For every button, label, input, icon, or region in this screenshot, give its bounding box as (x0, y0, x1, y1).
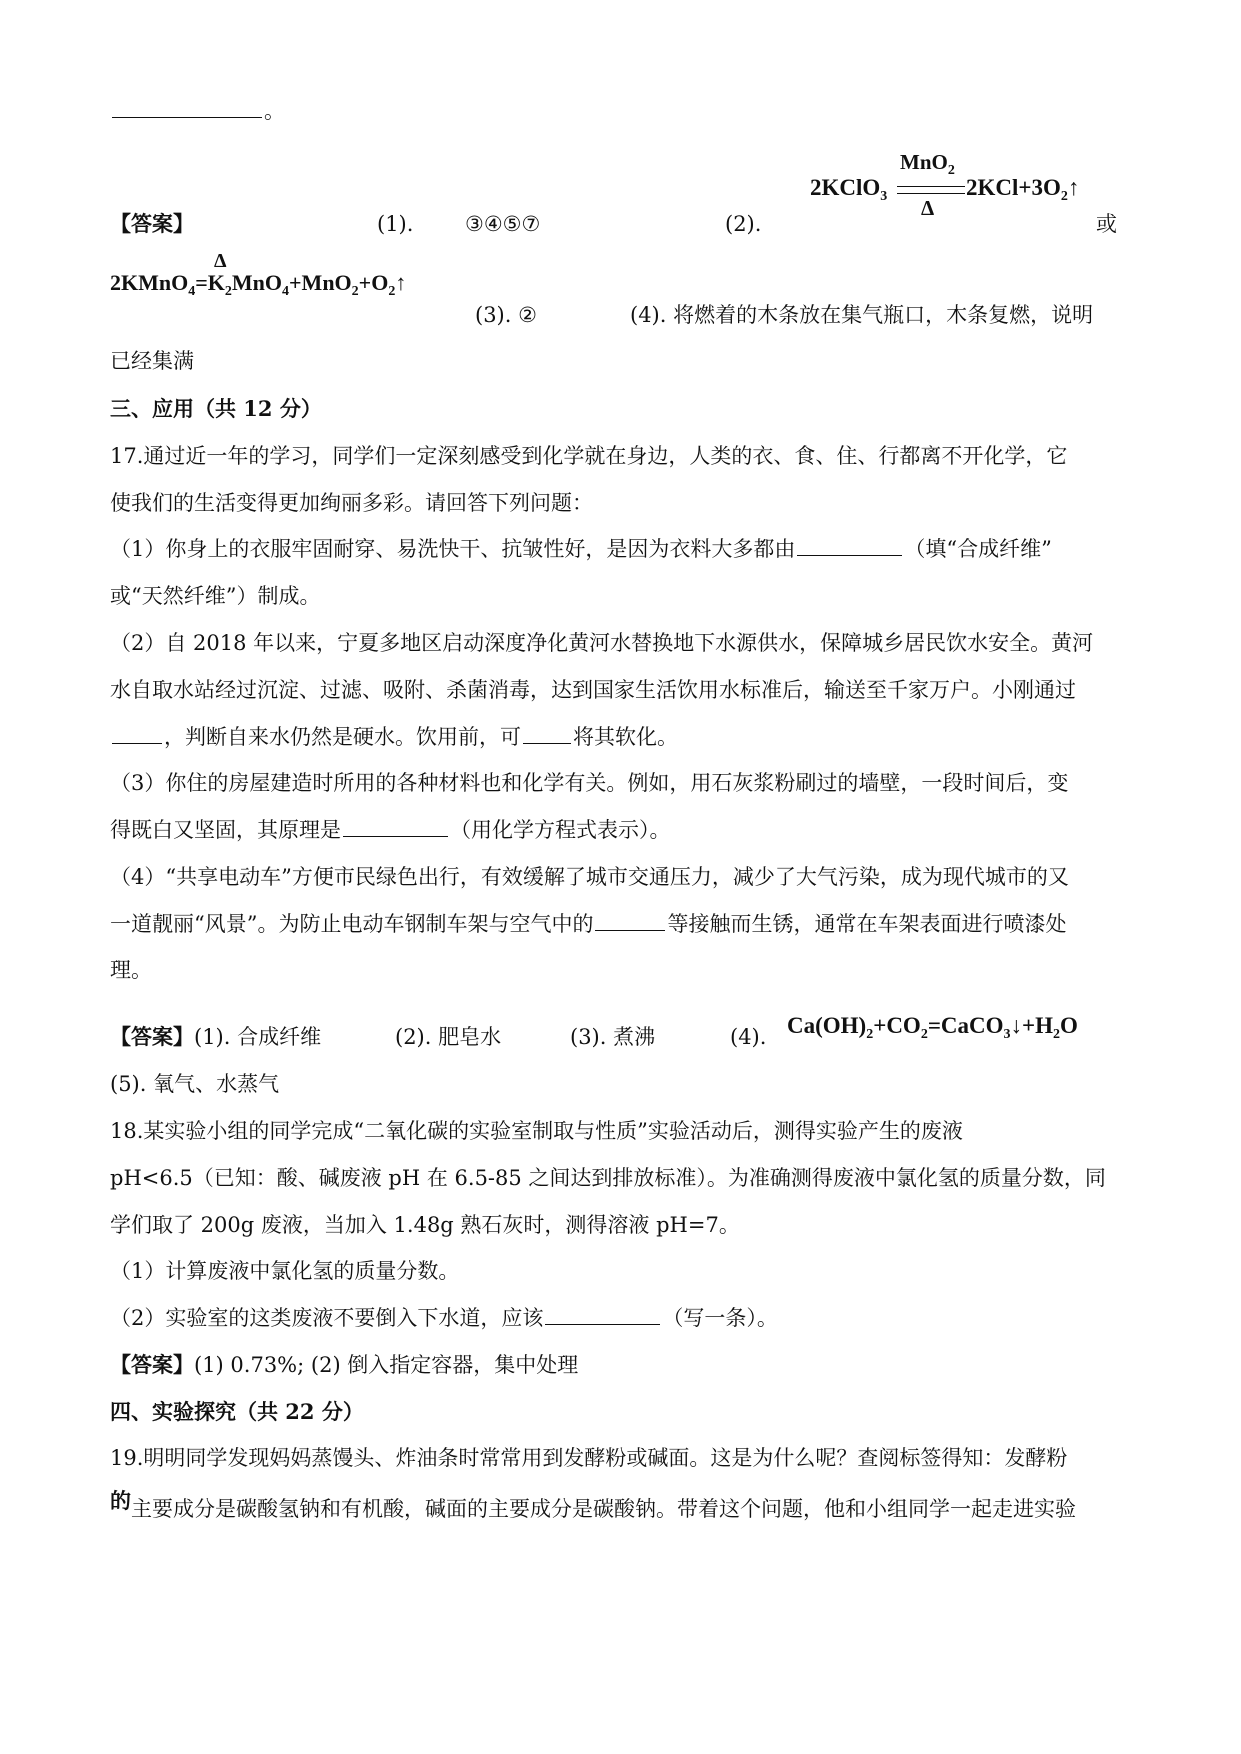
answer-item-2: (2). (725, 212, 762, 236)
heat-symbol: Δ (921, 196, 935, 220)
q17-sub-4: （4）“共享电动车”方便市民绿色出行，有效缓解了城市交通压力，减少了大气污染，成为现代城市的又 (110, 865, 1069, 889)
q19-line-2: 的主要成分是碳酸氢钠和有机酸，碱面的主要成分是碳酸钠。带着这个问题，他和小组同学一起走进实验 (110, 1488, 1076, 1521)
q17-sub-2: （2）自 2018 年以来，宁夏多地区启动深度净化黄河水替换地下水源供水，保障城乡居民饮水安全。黄河 (110, 631, 1094, 655)
q17-sub-2-cont-2: ，判断自来水仍然是硬水。饮用前，可 将其软化。 (110, 722, 678, 752)
answer-blank (523, 723, 571, 744)
heat-symbol-2: Δ (214, 250, 227, 272)
q17-sub-4-cont-2: 理。 (110, 958, 152, 982)
q17-answer-3: (3). 煮沸 (570, 1025, 656, 1049)
q17-sub-2-cont: 水自取水站经过沉淀、过滤、吸附、杀菌消毒，达到国家生活饮用水标准后，输送至千家万户。小刚通过 (110, 678, 1076, 702)
q17-sub-1-cont: 或“天然纤维”）制成。 (110, 584, 321, 608)
precipitate-down-arrow-icon: ↓ (1010, 1013, 1023, 1038)
equation-kclo3: 2KClO$_3$ (810, 175, 888, 204)
or-label: 或 (1096, 212, 1117, 236)
answer-item-4: (4). 将燃着的木条放在集气瓶口，木条复燃，说明 (630, 303, 1094, 327)
q17-sub-1: （1）你身上的衣服牢固耐穿、易洗快干、抗皱性好，是因为衣料大多都由 （填“合成纤维” (110, 537, 1052, 561)
q18-line-3: 学们取了 200g 废液，当加入 1.48g 熟石灰时，测得溶液 pH=7。 (110, 1213, 740, 1237)
answer-blank (343, 816, 448, 837)
gas-up-arrow-icon: ↑ (395, 270, 407, 295)
q17-sub-3-cont: 得既白又坚固，其原理是 （用化学方程式表示）。 (110, 818, 671, 842)
q17-answer: 【答案】(1). 合成纤维 (110, 1024, 322, 1049)
q18-answer: 【答案】(1) 0.73%; (2) 倒入指定容器，集中处理 (110, 1352, 579, 1377)
gas-up-arrow-icon: ↑ (1067, 175, 1080, 200)
section-three-heading: 三、应用（共 12 分） (110, 396, 322, 421)
answer-blank (797, 535, 902, 556)
answer-label: 【答案】 (110, 211, 194, 236)
answer-item-1-value: ③④⑤⑦ (465, 212, 541, 236)
q18-line-1: 18.某实验小组的同学完成“二氧化碳的实验室制取与性质”实验活动后，测得实验产生的废液 (110, 1119, 963, 1143)
answer-item-3: (3). ② (475, 303, 537, 327)
answer-blank (112, 723, 162, 744)
equals-bar (897, 186, 965, 194)
q17-answer-4: (4). (730, 1025, 767, 1049)
catalyst-label: MnO$_2$ (900, 150, 955, 178)
equation-kmno4: $2KMnO_4=K_2MnO_4+MnO_2+O_2↑$ (110, 270, 407, 299)
section-four-heading: 四、实验探究（共 22 分） (110, 1399, 364, 1424)
q17-line-2: 使我们的生活变得更加绚丽多彩。请回答下列问题： (110, 491, 593, 515)
answer-item-4-cont: 已经集满 (110, 349, 194, 373)
q18-sub-2: （2）实验室的这类废液不要倒入下水道，应该 （写一条）。 (110, 1306, 778, 1330)
answer-item-1: (1). (377, 212, 414, 236)
q18-line-2: pH<6.5（已知：酸、碱废液 pH 在 6.5-85 之间达到排放标准）。为准确测得废液中氯化氢的质量分数，同 (110, 1166, 1106, 1190)
answer-blank (545, 1304, 660, 1325)
q17-answer-5: (5). 氧气、水蒸气 (110, 1072, 280, 1096)
answer-blank (112, 97, 262, 118)
answer-blank (595, 910, 665, 931)
q17-sub-4-cont: 一道靓丽“风景”。为防止电动车钢制车架与空气中的 等接触而生锈，通常在车架表面进行喷漆处 (110, 912, 1067, 936)
q18-sub-1: （1）计算废液中氯化氢的质量分数。 (110, 1259, 460, 1283)
q17-sub-3: （3）你住的房屋建造时所用的各种材料也和化学有关。例如，用石灰浆粉刷过的墙壁，一段时间后，变 (110, 771, 1069, 795)
q17-line-1: 17.通过近一年的学习，同学们一定深刻感受到化学就在身边，人类的衣、食、住、行都离不开化学，它 (110, 444, 1068, 468)
q17-answer-2: (2). 肥皂水 (395, 1025, 502, 1049)
trailing-blank-line: 。 (110, 96, 285, 126)
equation-kclo3-products: $2KCl+3O_2↑$ (966, 175, 1080, 204)
equation-caoh2: $Ca(OH)_2+CO_2=CaCO_3↓+H_2O$ (787, 1013, 1078, 1042)
q19-line-1: 19.明明同学发现妈妈蒸馒头、炸油条时常常用到发酵粉或碱面。这是为什么呢？查阅标签得知：发酵粉 (110, 1446, 1068, 1470)
